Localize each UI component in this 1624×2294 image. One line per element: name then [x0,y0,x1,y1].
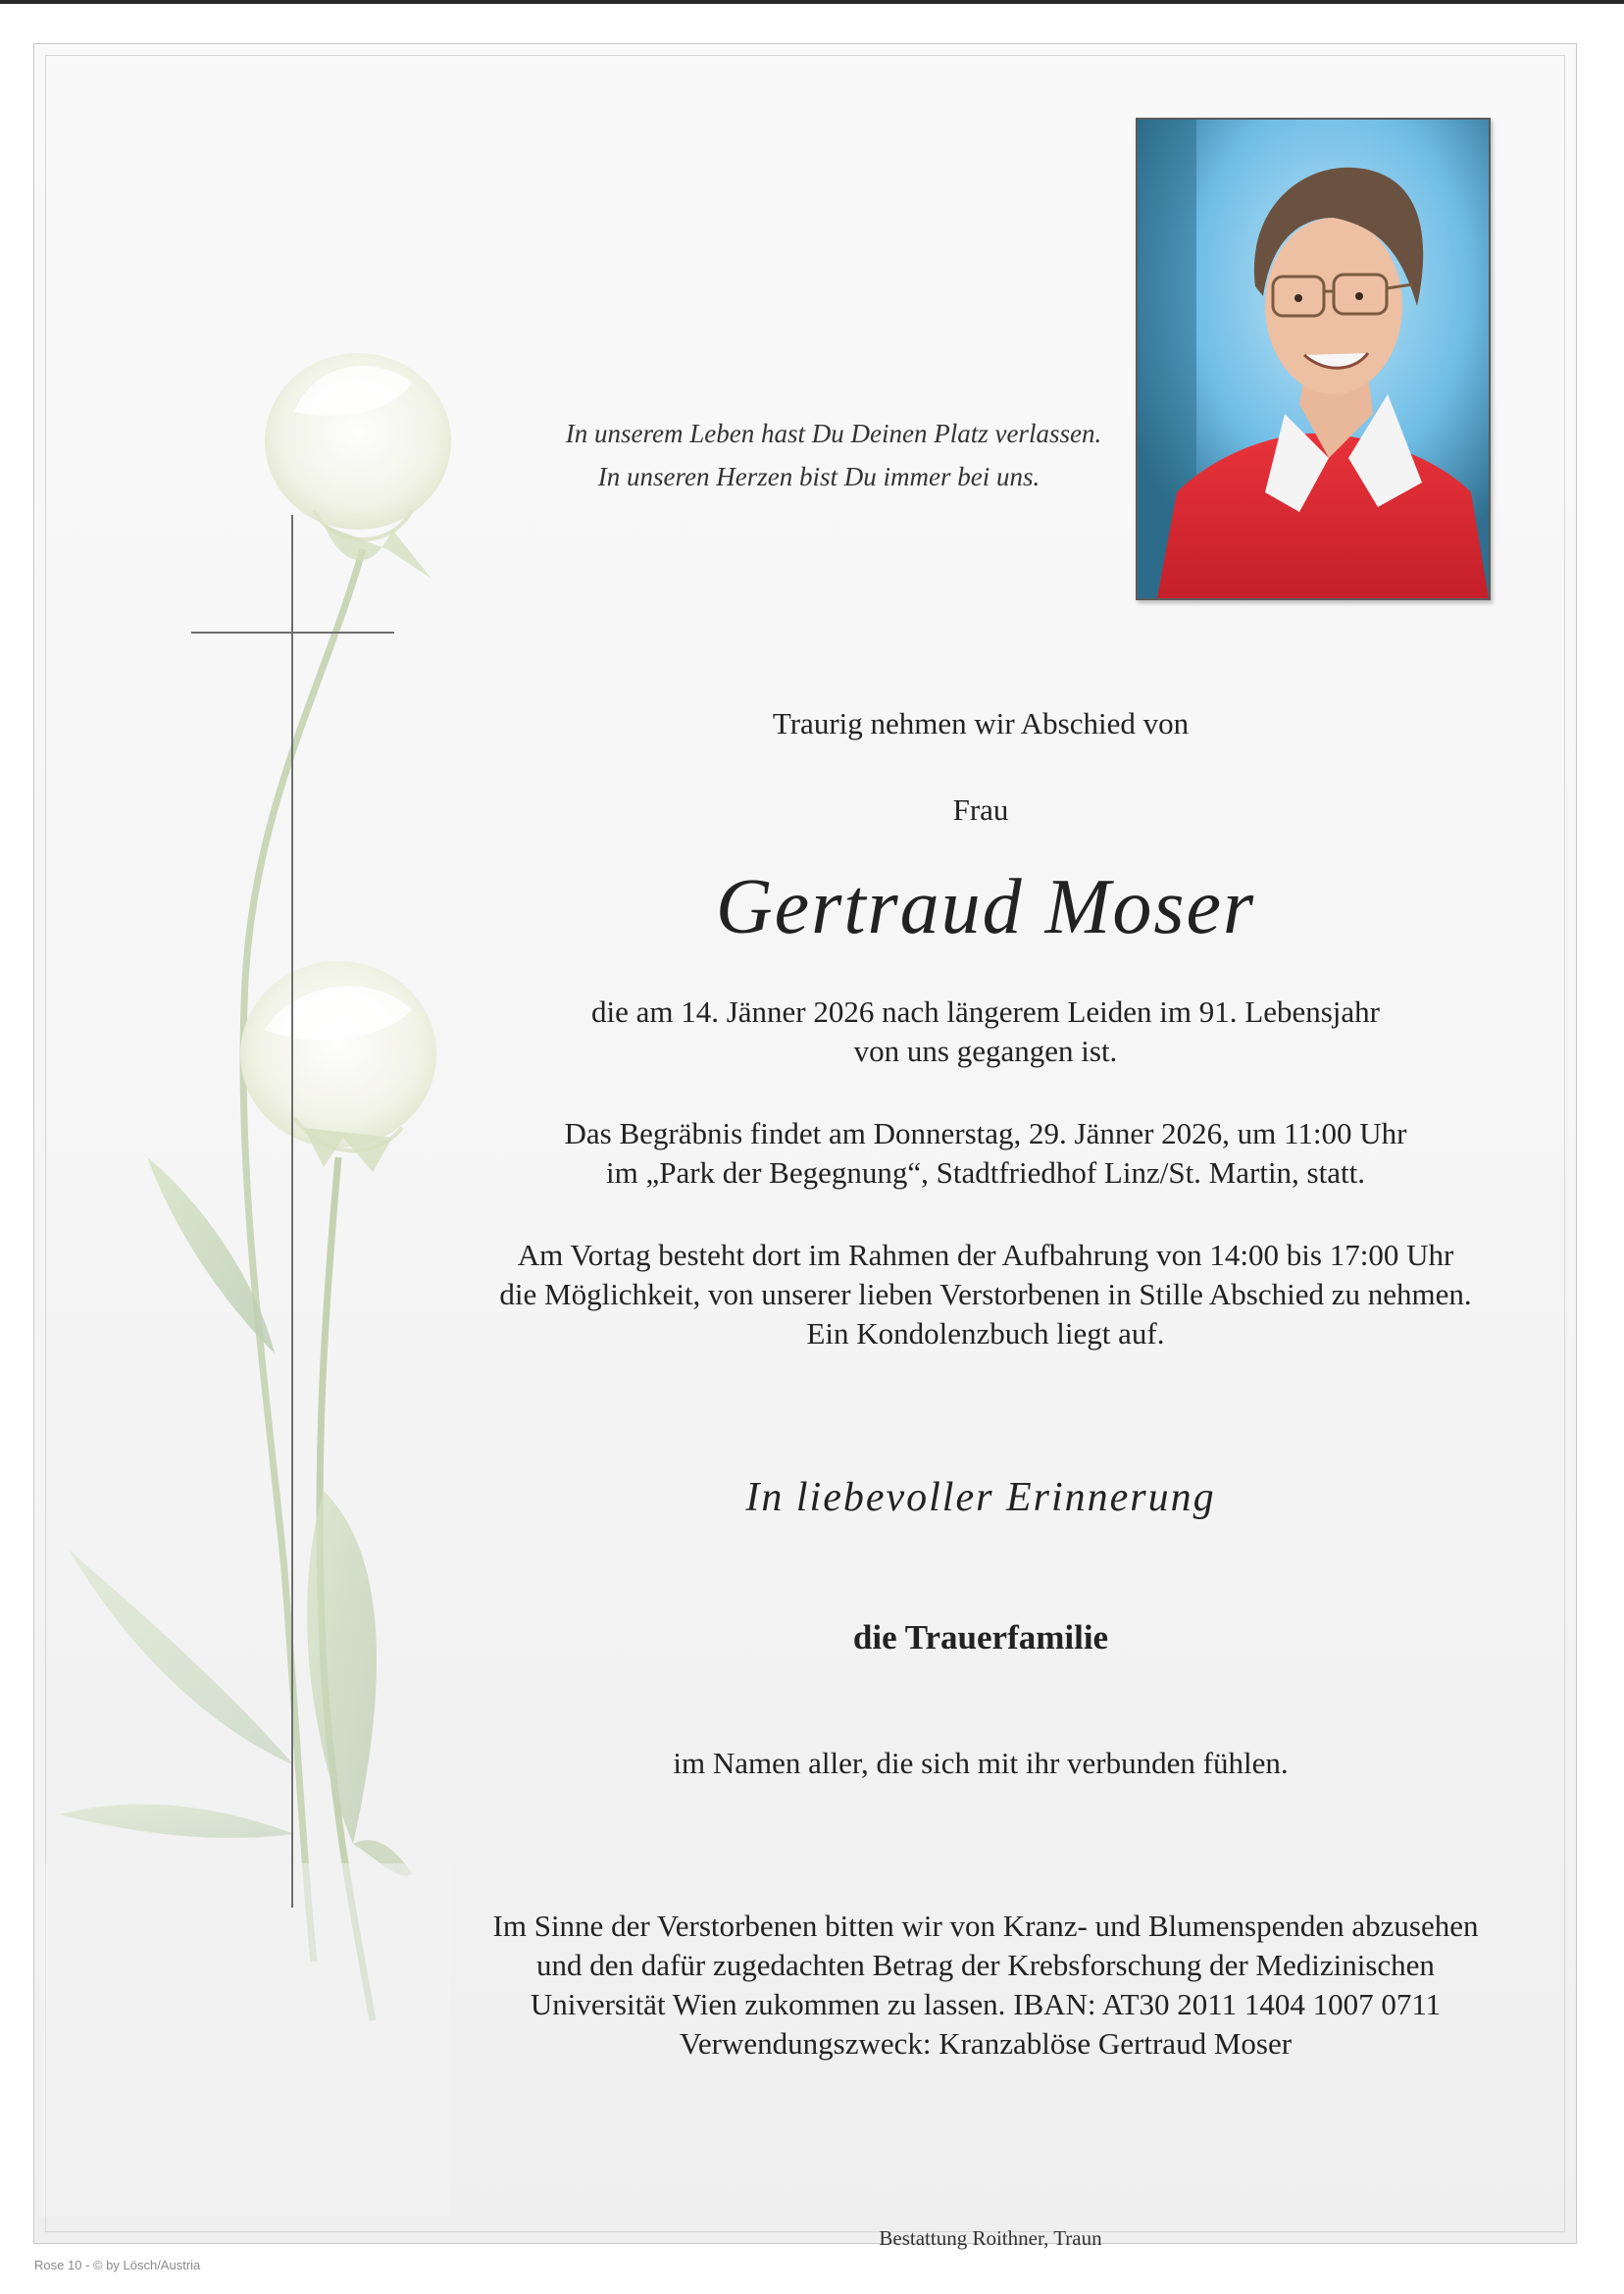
family-signature: die Trauerfamilie [852,1618,1109,1657]
memorial-quote [510,412,1128,498]
viewing-line-1: Am Vortag besteht dort im Rahmen der Aufbahrung von 14:00 bis 17:00 Uhr [517,1238,1454,1272]
donation-line-2: und den dafür zugedachten Betrag der Krebsforschung der Medizinischen [536,1948,1435,1982]
funeral-line-1: Das Begräbnis findet am Donnerstag, 29. Jänner 2026, um 11:00 Uhr [564,1116,1407,1150]
donation-line-4: Verwendungszweck: Kranzablöse Gertraud Moser [679,2026,1293,2061]
portrait-photo [1136,118,1491,600]
image-credit: Rose 10 - © by Lösch/Austria [34,2258,201,2272]
viewing-paragraph [431,1236,1540,1353]
donation-line-3: Universität Wien zukommen zu lassen. IBAN: AT30 2011 1404 1007 0711 [530,1987,1442,2021]
on-behalf-line: im Namen aller, die sich mit ihr verbunden fühlen. [673,1746,1289,1780]
viewing-line-3: Ein Kondolenzbuch liegt auf. [806,1316,1165,1351]
deceased-name: Gertraud Moser [715,864,1256,950]
donation-line-1: Im Sinne der Verstorbenen bitten wir von Kranz- und Blumenspenden abzusehen [492,1909,1479,1943]
salutation: Frau [952,792,1009,827]
funeral-paragraph [431,1114,1540,1193]
funeral-home: Bestattung Roithner, Traun [879,2226,1102,2250]
closing-remembrance: In liebevoller Erinnerung [745,1475,1216,1520]
death-paragraph [431,993,1540,1071]
farewell-intro: Traurig nehmen wir Abschied von [772,706,1190,740]
donation-request [431,1907,1540,2064]
quote-line-1: In unserem Leben hast Du Deinen Platz verlassen. [565,419,1102,448]
funeral-line-2: im „Park der Begegnung“, Stadtfriedhof Linz/St. Martin, statt. [606,1155,1365,1190]
quote-line-2: In unseren Herzen bist Du immer bei uns. [597,462,1040,491]
viewing-line-2: die Möglichkeit, von unserer lieben Verstorbenen in Stille Abschied zu nehmen. [499,1277,1472,1311]
death-line-2: von uns gegangen ist. [853,1034,1118,1068]
death-line-1: die am 14. Jänner 2026 nach längerem Leiden im 91. Lebensjahr [590,994,1380,1029]
